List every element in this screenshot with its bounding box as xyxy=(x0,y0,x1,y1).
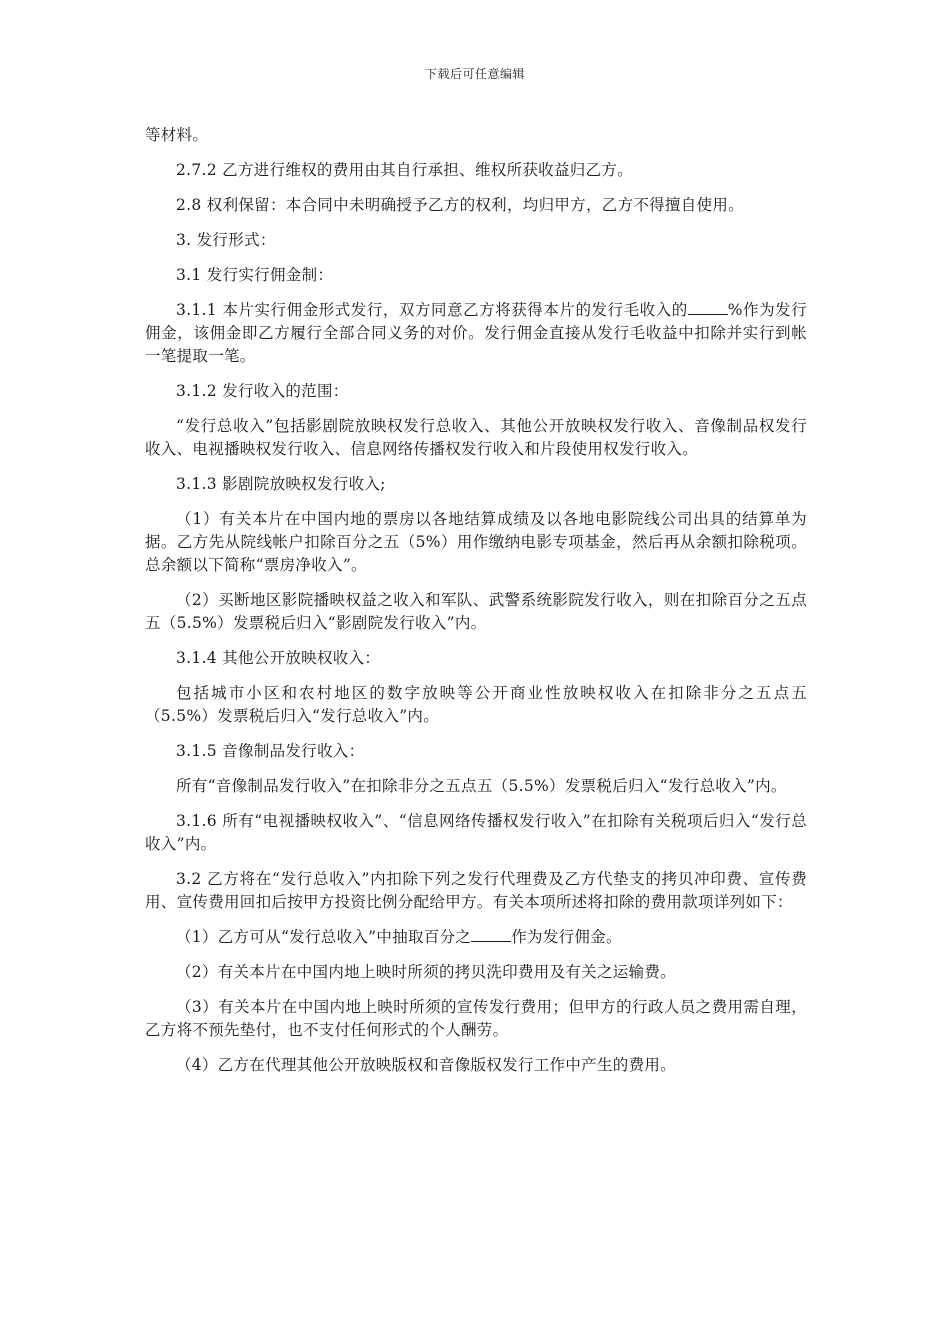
paragraph: 3.2 乙方将在“发行总收入”内扣除下列之发行代理费及乙方代垫支的拷贝冲印费、宣传费用、宣传费用回扣后按甲方投资比例分配给甲方。有关本项所述将扣除的费用款项详列如下： xyxy=(145,870,807,911)
paragraph-text: 作为发行佣金。 xyxy=(511,928,622,946)
paragraph: 2.8 权利保留：本合同中未明确授予乙方的权利，均归甲方，乙方不得擅自使用。 xyxy=(176,196,744,214)
paragraph: 3.1.2 发行收入的范围： xyxy=(176,382,349,400)
paragraph: 3.1.5 音像制品发行收入： xyxy=(176,742,365,760)
paragraph: “发行总收入”包括影剧院放映权发行总收入、其他公开放映权发行收入、音像制品权发行收入、电视播映权发行收入、信息网络传播权发行收入和片段使用权发行收入。 xyxy=(145,417,807,458)
paragraph: 3. 发行形式： xyxy=(176,231,276,249)
paragraph: 等材料。 xyxy=(145,126,209,144)
paragraph-text: 3.1.1 本片实行佣金形式发行，双方同意乙方将获得本片的发行毛收入的 xyxy=(176,301,688,319)
paragraph: （2）有关本片在中国内地上映时所须的拷贝洗印费用及有关之运输费。 xyxy=(176,963,676,981)
paragraph xyxy=(145,299,807,368)
page-header: 下载后可任意编辑 xyxy=(424,67,525,81)
document-body xyxy=(145,124,807,1089)
paragraph: 所有“音像制品发行收入”在扣除非分之五点五（5.5%）发票税后归入“发行总收入”内。 xyxy=(176,777,787,795)
paragraph: 3.1 发行实行佣金制： xyxy=(176,266,334,284)
fill-in-blank xyxy=(688,299,728,315)
paragraph: （1）有关本片在中国内地的票房以各地结算成绩及以各地电影院线公司出具的结算单为据。乙方先从院线帐户扣除百分之五（5%）用作缴纳电影专项基金，然后再从余额扣除税项。总余额以下简称“票房净收入”。 xyxy=(145,510,807,574)
paragraph: 2.7.2 乙方进行维权的费用由其自行承担、维权所获收益归乙方。 xyxy=(176,161,633,179)
paragraph: （3）有关本片在中国内地上映时所须的宣传发行费用；但甲方的行政人员之费用需自理，乙方将不预先垫付，也不支付任何形式的个人酬劳。 xyxy=(145,998,807,1039)
fill-in-blank xyxy=(471,926,511,942)
paragraph-text: （1）乙方可从“发行总收入”中抽取百分之 xyxy=(176,928,472,946)
paragraph: （2）买断地区影院播映权益之收入和军队、武警系统影院发行收入，则在扣除百分之五点五（5.5%）发票税后归入“影剧院发行收入”内。 xyxy=(145,591,807,632)
paragraph: （4）乙方在代理其他公开放映版权和音像版权发行工作中产生的费用。 xyxy=(176,1056,676,1074)
paragraph: 3.1.4 其他公开放映权收入： xyxy=(176,649,381,667)
paragraph-text: %作为发行佣金，该佣金即乙方履行全部合同义务的对价。发行佣金直接从发行毛收益中扣除并实行到帐一笔提取一笔。 xyxy=(145,301,807,365)
paragraph xyxy=(145,926,807,949)
paragraph: 3.1.6 所有“电视播映权收入”、“信息网络传播权发行收入”在扣除有关税项后归入“发行总收入”内。 xyxy=(145,812,807,853)
paragraph: 包括城市小区和农村地区的数字放映等公开商业性放映权收入在扣除非分之五点五（5.5%）发票税后归入“发行总收入”内。 xyxy=(145,684,807,725)
paragraph: 3.1.3 影剧院放映权发行收入; xyxy=(176,475,386,493)
